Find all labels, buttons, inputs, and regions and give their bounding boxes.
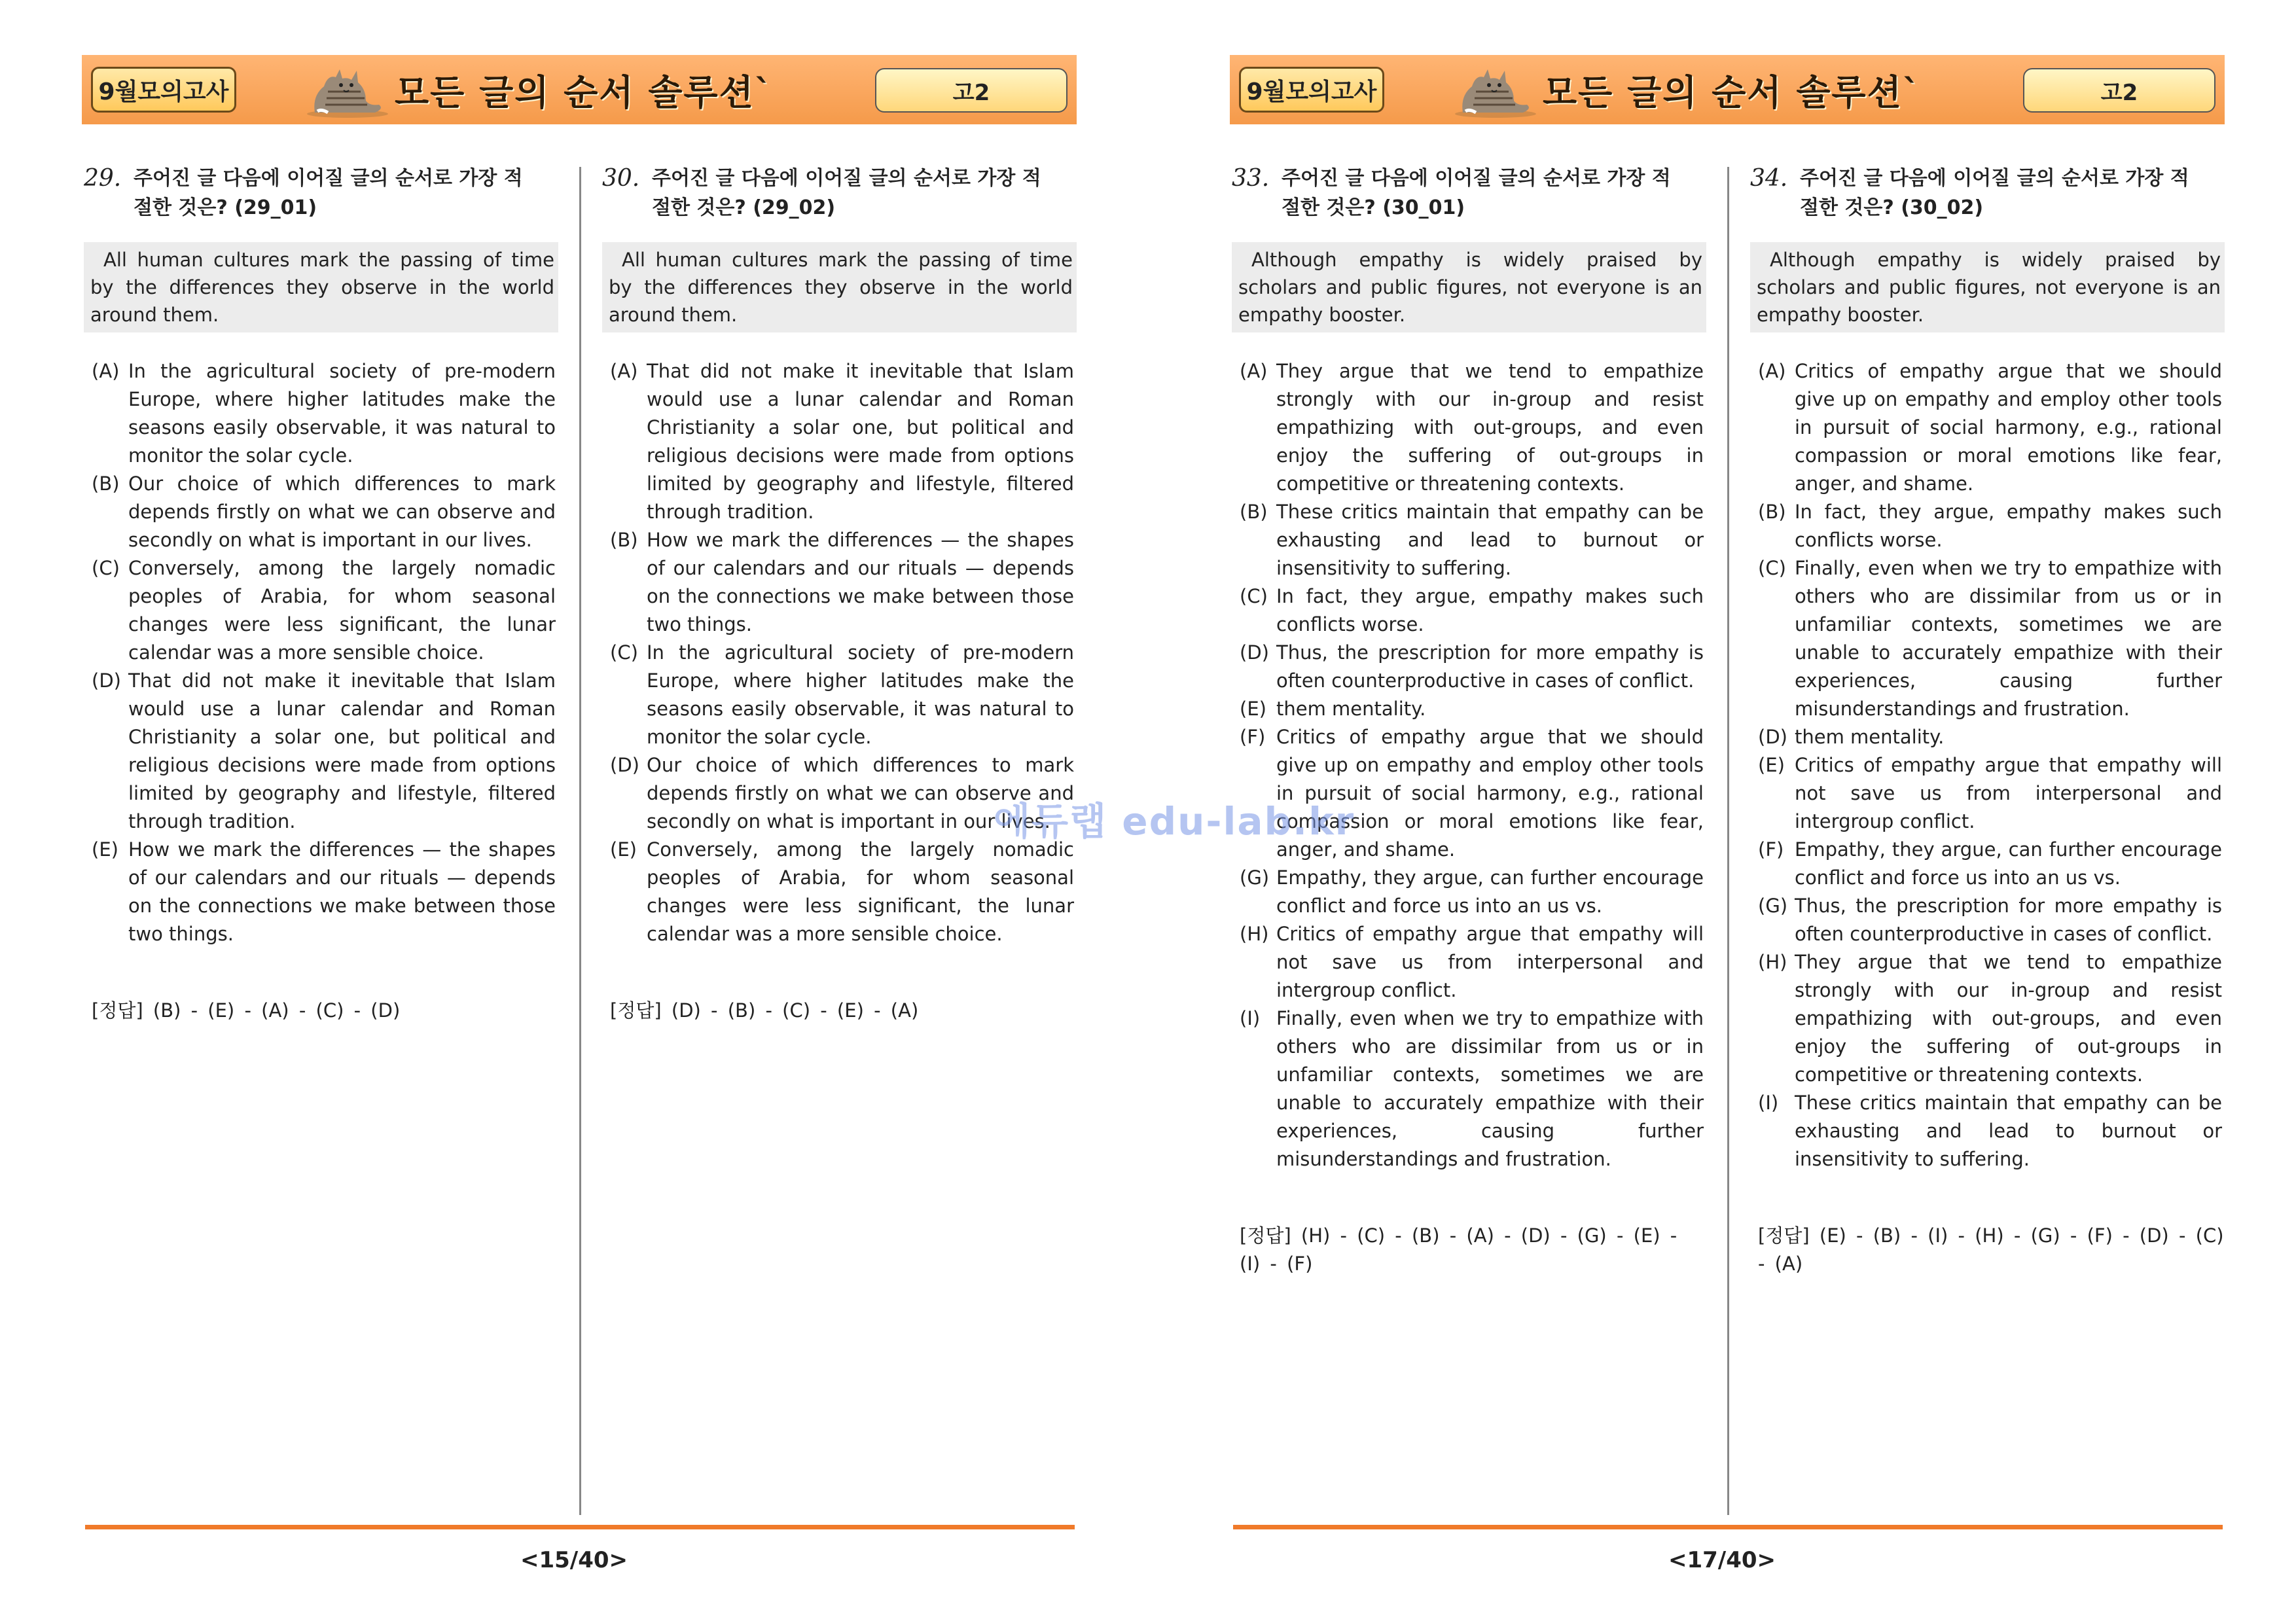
option-label: (A) [1758, 360, 1786, 382]
question-title [84, 164, 558, 223]
option-text: That did not make it inevitable that Islam would use a lunar calendar and Roman Christianity a solar one, but political and religious decisions were made from options limited by geography and lifestyle, filtered through tradition. [647, 360, 1074, 523]
page-header [82, 55, 1077, 124]
option-item [1232, 582, 1706, 639]
given-text: All human cultures mark the passing of time by the differences they observe in the world around them. [609, 249, 1073, 326]
option-item [84, 554, 558, 667]
option-text: They argue that we tend to empathize strongly with our in-group and resist empathizing with out-groups, and even enjoy the suffering of out-groups in competitive or threatening contexts. [1276, 360, 1704, 495]
question-title-line: 주어진 글 다음에 이어질 글의 순서로 가장 적 [134, 167, 523, 190]
option-text: These critics maintain that empathy can be exhausting and lead to burnout or insensitivity to suffering. [1276, 501, 1704, 579]
given-passage [1750, 242, 2225, 332]
given-passage [84, 242, 558, 332]
option-label: (G) [1758, 895, 1788, 917]
option-item [1232, 639, 1706, 695]
option-text: In fact, they argue, empathy makes such conflicts worse. [1276, 585, 1704, 635]
question-title-line: 절한 것은? (29_01) [134, 196, 317, 219]
option-text: These critics maintain that empathy can be exhausting and lead to burnout or insensitivity to suffering. [1795, 1092, 2222, 1170]
option-label: (I) [1758, 1092, 1779, 1114]
question-column [602, 164, 1077, 1025]
option-label: (E) [1240, 698, 1266, 720]
option-label: (A) [1240, 360, 1268, 382]
page-header [1230, 55, 2225, 124]
option-item [1750, 554, 2225, 723]
option-item [84, 357, 558, 470]
option-item [1750, 836, 2225, 892]
exam-badge: 9월모의고사 [91, 67, 236, 113]
footer-rule [85, 1525, 1075, 1529]
option-item [84, 836, 558, 948]
question-block [602, 164, 1077, 1025]
question-number: 34. [1750, 165, 1788, 192]
option-label: (B) [1240, 501, 1268, 523]
exam-badge: 9월모의고사 [1239, 67, 1384, 113]
option-text: Conversely, among the largely nomadic peoples of Arabia, for whom seasonal changes were less significant, the lunar calendar was a more sensible choice. [647, 838, 1074, 945]
cat-illustration-icon [1450, 63, 1537, 118]
option-text: Finally, even when we try to empathize with others who are dissimilar from us or in unfamiliar contexts, sometimes we are unable to accurately empathize with their experiences, causing further misunderstandings and frustration. [1276, 1007, 1704, 1170]
option-text: They argue that we tend to empathize strongly with our in-group and resist empathizing with out-groups, and even enjoy the suffering of out-groups in competitive or threatening contexts. [1795, 951, 2222, 1086]
option-label: (F) [1758, 838, 1784, 861]
option-text: Empathy, they argue, can further encourage conflict and force us into an us vs. [1276, 866, 1704, 917]
option-list [1750, 357, 2225, 1173]
answer-key: [정답] (H) - (C) - (B) - (A) - (D) - (G) - (E) - (I) - (F) [1240, 1224, 1677, 1275]
option-list [602, 357, 1077, 948]
option-list [1232, 357, 1706, 1173]
column-divider [1727, 167, 1729, 1515]
option-text: Our choice of which differences to mark depends firstly on what we can observe and secondly on what is important in our lives. [647, 754, 1074, 832]
question-title [602, 164, 1077, 223]
grade-badge: 고2 [2023, 68, 2215, 113]
option-label: (I) [1240, 1007, 1261, 1029]
option-text: That did not make it inevitable that Islam would use a lunar calendar and Roman Christianity a solar one, but political and religious decisions were made from options limited by geography and lifestyle, filtered through tradition. [128, 669, 556, 832]
option-text: Critics of empathy argue that we should give up on empathy and employ other tools in pursuit of social harmony, e.g., rational compassion or moral emotions like fear, anger, and shame. [1276, 726, 1704, 861]
question-title-line: 절한 것은? (30_01) [1282, 196, 1465, 219]
grade-badge: 고2 [875, 68, 1067, 113]
option-item [1750, 892, 2225, 948]
option-label: (C) [610, 641, 638, 664]
option-item [1750, 948, 2225, 1089]
option-text: Our choice of which differences to mark depends firstly on what we can observe and secondly on what is important in our lives. [128, 473, 556, 551]
option-label: (E) [610, 838, 637, 861]
option-label: (H) [1240, 923, 1269, 945]
answer-key: [정답] (E) - (B) - (I) - (H) - (G) - (F) - (D) - (C) - (A) [1758, 1224, 2224, 1275]
option-text: Thus, the prescription for more empathy is often counterproductive in cases of conflict. [1795, 895, 2222, 945]
question-title-line: 주어진 글 다음에 이어질 글의 순서로 가장 적 [1800, 167, 2189, 190]
question-block [84, 164, 558, 1025]
cat-illustration-icon [302, 63, 389, 118]
option-item [1750, 723, 2225, 751]
option-label: (G) [1240, 866, 1270, 889]
option-text: Critics of empathy argue that empathy will not save us from interpersonal and intergroup conflict. [1276, 923, 1704, 1001]
answer-key: [정답] (B) - (E) - (A) - (C) - (D) [92, 999, 401, 1022]
option-label: (B) [610, 529, 638, 551]
option-label: (D) [610, 754, 639, 776]
option-item [1232, 920, 1706, 1005]
option-item [602, 357, 1077, 526]
answer-key: [정답] (D) - (B) - (C) - (E) - (A) [610, 999, 919, 1022]
option-text: How we mark the differences — the shapes of our calendars and our rituals — depends on the connections we make between those two things. [128, 838, 556, 945]
option-text: them mentality. [1795, 726, 1945, 748]
option-label: (B) [92, 473, 120, 495]
option-label: (F) [1240, 726, 1266, 748]
question-title [1750, 164, 2225, 223]
option-label: (E) [1758, 754, 1785, 776]
option-item [1232, 357, 1706, 498]
given-passage [602, 242, 1077, 332]
option-label: (C) [1240, 585, 1268, 607]
option-text: Thus, the prescription for more empathy is often counterproductive in cases of conflict. [1276, 641, 1704, 692]
option-text: Critics of empathy argue that we should give up on empathy and employ other tools in pursuit of social harmony, e.g., rational compassion or moral emotions like fear, anger, and shame. [1795, 360, 2222, 495]
option-text: Empathy, they argue, can further encourage conflict and force us into an us vs. [1795, 838, 2222, 889]
page-number: <15/40> [520, 1547, 628, 1573]
question-column [1750, 164, 2225, 1278]
option-label: (H) [1758, 951, 1787, 973]
given-passage [1232, 242, 1706, 332]
question-title [1232, 164, 1706, 223]
option-text: them mentality. [1276, 698, 1426, 720]
option-text: In the agricultural society of pre-modern Europe, where higher latitudes make the seasons easily observable, it was natural to monitor the solar cycle. [647, 641, 1074, 748]
question-title-line: 주어진 글 다음에 이어질 글의 순서로 가장 적 [652, 167, 1041, 190]
column-divider [579, 167, 581, 1515]
option-label: (D) [1758, 726, 1787, 748]
option-item [84, 667, 558, 836]
option-item [1750, 751, 2225, 836]
page-number: <17/40> [1668, 1547, 1776, 1573]
question-number: 30. [602, 165, 640, 192]
option-label: (A) [610, 360, 638, 382]
given-text: Although empathy is widely praised by scholars and public figures, not everyone is an empathy booster. [1757, 249, 2221, 326]
footer-rule [1233, 1525, 2223, 1529]
option-label: (C) [1758, 557, 1786, 579]
question-title-line: 주어진 글 다음에 이어질 글의 순서로 가장 적 [1282, 167, 1671, 190]
question-block [1750, 164, 2225, 1278]
option-item [602, 836, 1077, 948]
option-item [1750, 1089, 2225, 1173]
option-label: (B) [1758, 501, 1786, 523]
given-text: All human cultures mark the passing of time by the differences they observe in the world around them. [90, 249, 554, 326]
option-item [1232, 695, 1706, 723]
option-text: Finally, even when we try to empathize with others who are dissimilar from us or in unfamiliar contexts, sometimes we are unable to accurately empathize with their experiences, causing further misunderstandings and frustration. [1795, 557, 2222, 720]
watermark: 에듀랩 edu-lab.kr [994, 799, 1355, 844]
option-label: (A) [92, 360, 120, 382]
question-number: 29. [84, 165, 122, 192]
header-title: 모든 글의 순서 솔루션` [395, 71, 774, 113]
option-label: (D) [1240, 641, 1269, 664]
option-item [1750, 498, 2225, 554]
option-text: How we mark the differences — the shapes of our calendars and our rituals — depends on the connections we make between those two things. [647, 529, 1074, 635]
option-item [1232, 498, 1706, 582]
question-block [1232, 164, 1706, 1278]
question-title-line: 절한 것은? (30_02) [1800, 196, 1984, 219]
option-text: In the agricultural society of pre-modern Europe, where higher latitudes make the seasons easily observable, it was natural to monitor the solar cycle. [128, 360, 556, 467]
option-item [602, 639, 1077, 751]
option-text: Conversely, among the largely nomadic peoples of Arabia, for whom seasonal changes were less significant, the lunar calendar was a more sensible choice. [128, 557, 556, 664]
option-label: (C) [92, 557, 120, 579]
question-number: 33. [1232, 165, 1270, 192]
option-item [1750, 357, 2225, 498]
option-item [1232, 864, 1706, 920]
option-text: In fact, they argue, empathy makes such conflicts worse. [1795, 501, 2222, 551]
option-label: (D) [92, 669, 121, 692]
option-list [84, 357, 558, 948]
given-text: Although empathy is widely praised by scholars and public figures, not everyone is an empathy booster. [1238, 249, 1702, 326]
option-item [84, 470, 558, 554]
question-column [1232, 164, 1706, 1278]
option-item [1232, 1005, 1706, 1173]
option-item [602, 526, 1077, 639]
header-title: 모든 글의 순서 솔루션` [1543, 71, 1922, 113]
question-column [84, 164, 558, 1025]
option-text: Critics of empathy argue that empathy will not save us from interpersonal and intergroup conflict. [1795, 754, 2222, 832]
option-label: (E) [92, 838, 118, 861]
question-title-line: 절한 것은? (29_02) [652, 196, 836, 219]
